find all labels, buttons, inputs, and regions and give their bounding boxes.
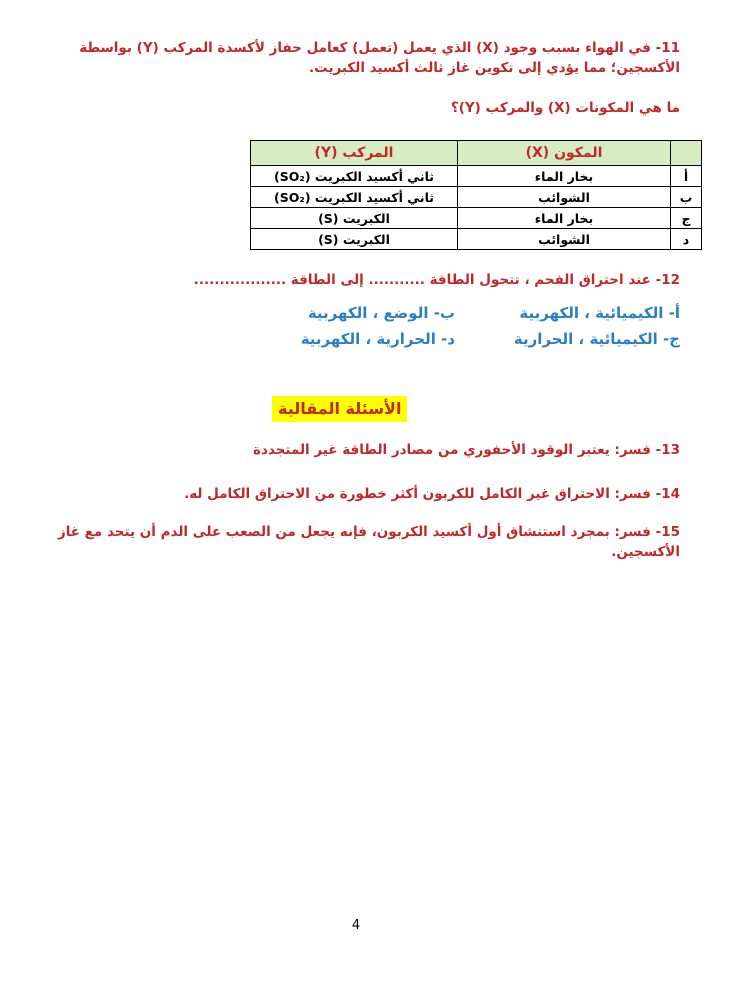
- choice-c: ج- الكيميائية ، الحرارية: [513, 330, 680, 348]
- choices-row: [230, 326, 680, 352]
- row-y: الكبريت (S): [251, 208, 458, 229]
- table-row: [251, 166, 702, 187]
- options-table: [250, 140, 702, 250]
- row-x: الشوائب: [458, 229, 671, 250]
- question-12-choices: [230, 300, 680, 352]
- row-x: بخار الماء: [458, 166, 671, 187]
- header-compound-y: المركب (Y): [251, 141, 458, 166]
- header-letter: [671, 141, 702, 166]
- question-11: 11- في الهواء بسبب وجود (X) الذي يعمل (تعمل) كعامل حفاز لأكسدة المركب (Y) بواسطة الأكسجين؛ مما يؤدي إلى تكوين غاز ثالث أكسيد الكبريت.: [79, 40, 680, 76]
- row-y: ثاني أكسيد الكبريت (SO₂): [251, 166, 458, 187]
- row-letter: أ: [671, 166, 702, 187]
- question-12: 12- عند احتراق الفحم ، تتحول الطاقة ........... إلى الطاقة ..................: [193, 272, 680, 288]
- row-letter: ج: [671, 208, 702, 229]
- row-x: بخار الماء: [458, 208, 671, 229]
- table-header-row: [251, 141, 702, 166]
- section-heading: الأسئلة المقالية: [272, 396, 407, 422]
- question-11-prompt: ما هي المكونات (X) والمركب (Y)؟: [450, 100, 680, 116]
- table-row: [251, 229, 702, 250]
- choice-b: ب- الوضع ، الكهربية: [307, 304, 455, 322]
- row-letter: د: [671, 229, 702, 250]
- choices-row: [230, 300, 680, 326]
- question-13: 13- فسر: يعتبر الوقود الأحفوري من مصادر الطاقة غير المتجددة: [252, 442, 680, 458]
- table-row: [251, 208, 702, 229]
- row-x: الشوائب: [458, 187, 671, 208]
- row-letter: ب: [671, 187, 702, 208]
- choice-a: أ- الكيميائية ، الكهربية: [519, 304, 680, 322]
- question-15: 15- فسر: بمجرد استنشاق أول أكسيد الكربون، فإنه يجعل من الصعب على الدم أن يتحد مع غاز الأكسجين.: [57, 524, 680, 560]
- table-row: [251, 187, 702, 208]
- choice-d: د- الحرارية ، الكهربية: [300, 330, 455, 348]
- row-y: ثاني أكسيد الكبريت (SO₂): [251, 187, 458, 208]
- page-number: 4: [351, 918, 361, 933]
- header-component-x: المكون (X): [458, 141, 671, 166]
- question-14: 14- فسر: الاحتراق غير الكامل للكربون أكثر خطورة من الاحتراق الكامل له.: [184, 486, 680, 502]
- row-y: الكبريت (S): [251, 229, 458, 250]
